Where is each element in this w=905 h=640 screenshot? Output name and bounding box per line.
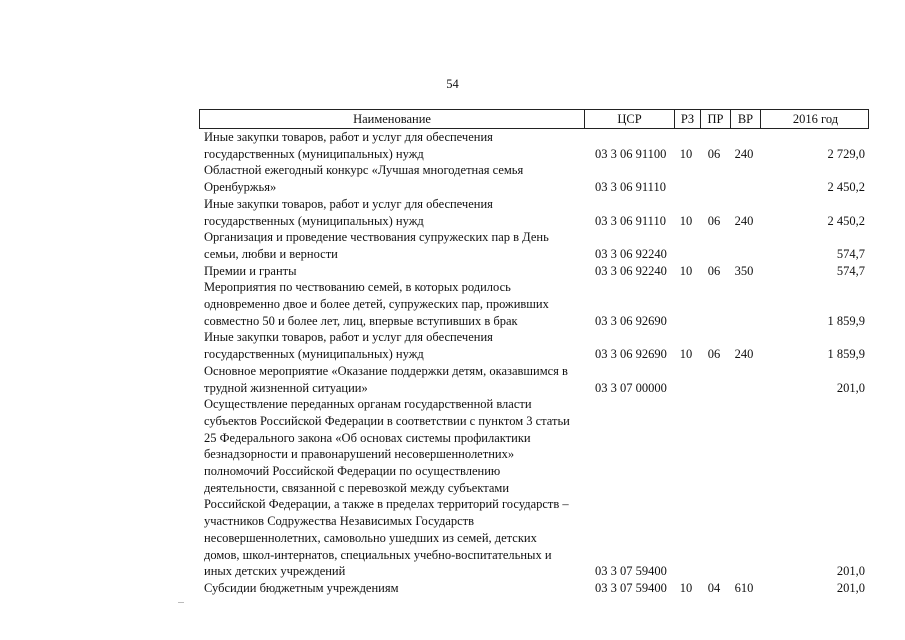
header-vr: ВР [730,110,760,128]
row-csr: 03 3 06 91100 [595,146,667,161]
row-csr: 03 3 06 91110 [595,180,666,195]
row-name: Субсидии бюджетным учреждениям [204,580,399,595]
row-pr: 04 [707,580,721,595]
row-name: Мероприятия по чествованию семей, в которых родилось одновременно двое и более детей, супружеских пар, проживших совместно 50 и более лет, лиц, впервые вступивших в брак [204,280,549,328]
row-amount: 201,0 [836,564,865,579]
row-pr: 06 [707,347,721,362]
page-number: 54 [446,77,459,91]
row-rz: 10 [679,263,693,278]
table-row [199,129,869,162]
table-row [199,329,869,362]
row-vr: 240 [734,146,754,161]
row-pr: 06 [707,146,721,161]
row-name: Осуществление переданных органам государственной власти субъектов Российской Федерации в соответствии с пунктом 3 статьи 25 Федерального закона «Об основах системы профилактики безнадзорности и правонарушений несовершеннолетних» полномочий Российской Федерации по осуществлению деятельности, связанной с перевозкой между субъектами Российской Федерации, а также в пределах территорий государств – участников Содружества Независимых Государств несовершеннолетних, самовольно ушедших из семей, детских домов, школ-интернатов, специальных учебно-воспитательных и иных детских учреждений [204,397,570,579]
row-vr: 350 [734,263,754,278]
row-csr: 03 3 06 92240 [595,263,667,278]
row-pr: 06 [707,263,721,278]
row-csr: 03 3 06 91110 [595,213,666,228]
header-rz: РЗ [674,110,700,128]
margin-mark [178,602,184,603]
row-csr: 03 3 06 92690 [595,347,667,362]
row-name: Премии и гранты [204,263,297,278]
row-csr: 03 3 06 92240 [595,246,667,261]
row-amount: 574,7 [836,246,865,261]
row-amount: 2 450,2 [827,180,865,195]
table-row [199,162,869,195]
row-amount: 1 859,9 [827,313,865,328]
table-row [199,363,869,396]
row-amount: 201,0 [836,380,865,395]
row-amount: 574,7 [836,263,865,278]
row-csr: 03 3 07 00000 [595,380,667,395]
budget-table [199,109,869,597]
table-row [199,396,869,580]
row-name: Иные закупки товаров, работ и услуг для обеспечения государственных (муниципальных) нужд [204,196,493,228]
row-vr: 610 [734,580,754,595]
table-header [199,109,869,129]
row-csr: 03 3 07 59400 [595,564,667,579]
header-pr: ПР [700,110,730,128]
table-row [199,263,869,280]
row-amount: 2 729,0 [827,146,865,161]
row-rz: 10 [679,146,693,161]
table-row [199,279,869,329]
header-name: Наименование [353,112,431,126]
table-row [199,196,869,229]
row-name: Иные закупки товаров, работ и услуг для обеспечения государственных (муниципальных) нужд [204,130,493,161]
row-name: Организация и проведение чествования супружеских пар в День семьи, любви и верности [204,230,549,261]
row-name: Основное мероприятие «Оказание поддержки детям, оказавшимся в трудной жизненной ситуации» [204,363,568,395]
header-year: 2016 год [760,110,870,128]
row-rz: 10 [679,213,693,228]
row-csr: 03 3 07 59400 [595,580,667,595]
row-csr: 03 3 06 92690 [595,313,667,328]
row-name: Иные закупки товаров, работ и услуг для обеспечения государственных (муниципальных) нужд [204,330,493,362]
row-amount: 201,0 [836,580,865,595]
row-rz: 10 [679,347,693,362]
row-amount: 1 859,9 [827,347,865,362]
table-body [199,129,869,597]
header-csr: ЦСР [584,110,674,128]
row-vr: 240 [734,347,754,362]
row-vr: 240 [734,213,754,228]
row-name: Областной ежегодный конкурс «Лучшая многодетная семья Оренбуржья» [204,163,524,195]
row-amount: 2 450,2 [827,213,865,228]
row-rz: 10 [679,580,693,595]
table-row [199,580,869,597]
table-row [199,229,869,262]
row-pr: 06 [707,213,721,228]
